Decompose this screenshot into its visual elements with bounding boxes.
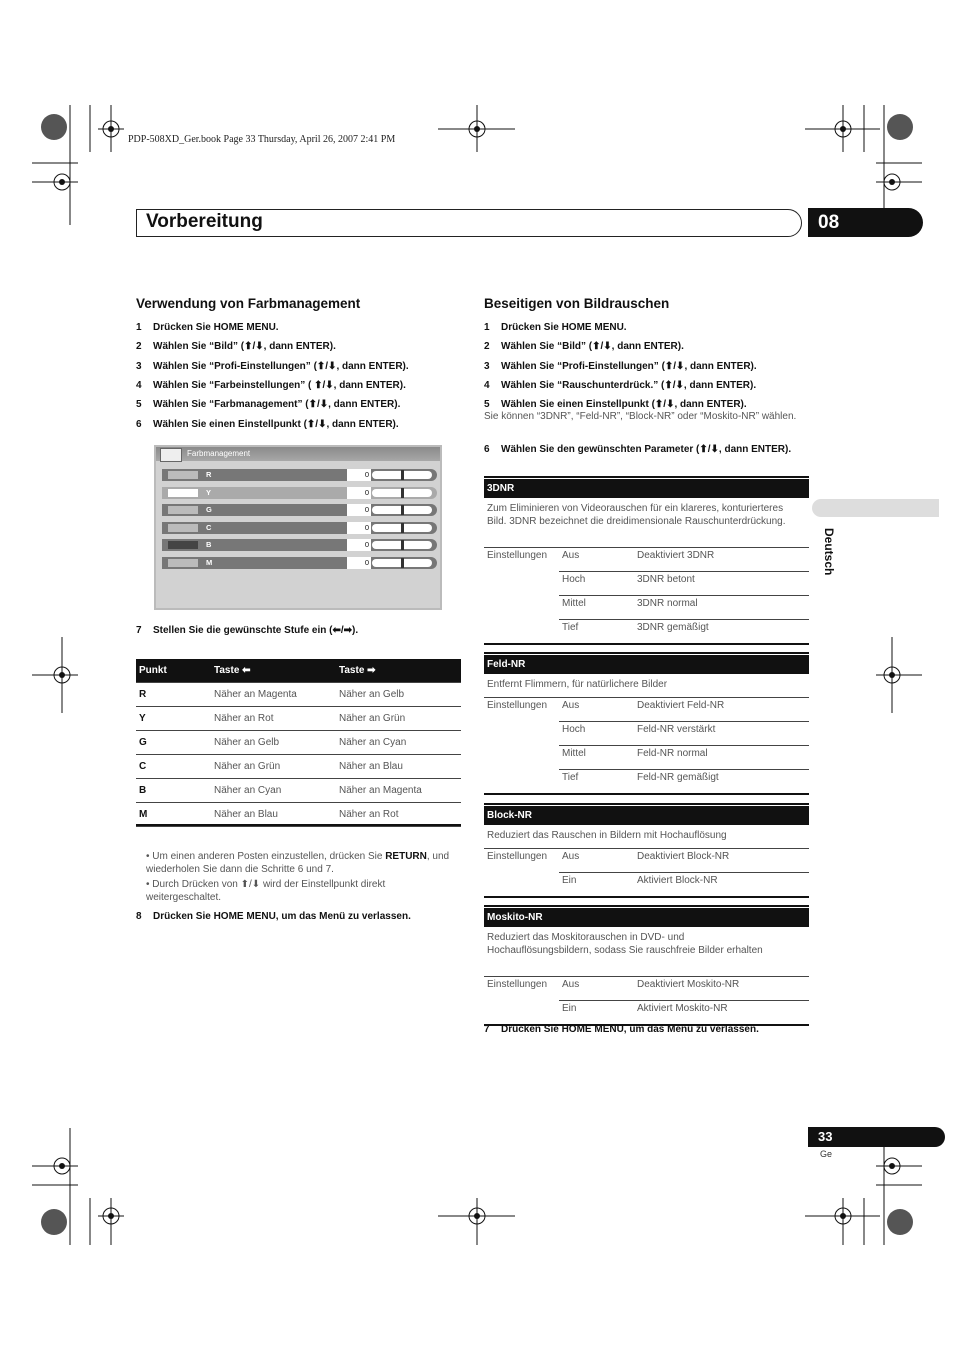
page-language: Ge [820,1149,833,1159]
3dnr-settings-label: Einstellungen [487,550,548,561]
row-left: Näher an Gelb [211,731,336,755]
screen-row-r [162,469,437,481]
screen-row-slider [372,506,432,514]
row-left: Näher an Cyan [211,779,336,803]
screen-row-value: 0 [347,469,371,481]
divider [559,721,809,722]
moskito-nr-description: Reduziert das Moskitorauschen in DVD- und Hochauflösungsbildern, sodass Sie rauschfreie Bilder erhalten [487,932,763,956]
step-number: 6 [136,418,142,430]
right-step-2 [484,341,684,352]
color-swatch [168,471,198,479]
step-number: 1 [484,322,490,333]
feld-nr-description: Entfernt Flimmern, für natürlichere Bilder [487,679,668,690]
right-step-1 [484,322,627,333]
row-point: G [136,731,211,755]
option-name: Aus [562,851,580,862]
step-number: 4 [136,379,142,391]
step-number: 4 [484,379,490,391]
feld-nr-top-rule [484,652,809,654]
table-row [136,683,461,707]
file-header: PDP-508XD_Ger.book Page 33 Thursday, April 26, 2007 2:41 PM [128,134,396,145]
slider-knob [401,523,404,533]
screen-row-slider [372,471,432,479]
divider [559,1000,809,1001]
step-number: 1 [136,322,142,333]
step-text: Wählen Sie “Profi-Einstellungen” (⬆/⬇, dann ENTER). [501,360,757,372]
moskito-nr-settings-label: Einstellungen [487,979,548,990]
row-right: Näher an Grün [336,707,461,731]
option-desc: Aktiviert Moskito-NR [637,1003,728,1014]
divider [559,745,809,746]
language-tab [812,499,939,517]
step-text: Wählen Sie “Bild” (⬆/⬇, dann ENTER). [153,341,336,353]
bullet-arrows: • Durch Drücken von ⬆/⬇ wird der Einstellpunkt direkt weitergeschaltet. [146,879,386,903]
right-step-6: 6 Wählen Sie den gewünschten Parameter (⬆/⬇, dann ENTER). [484,444,792,455]
option-desc: Feld-NR verstärkt [637,724,716,735]
step-number: 2 [484,341,490,353]
color-swatch [168,559,198,567]
bullet-return: • Um einen anderen Posten einzustellen, drücken Sie RETURN, und wiederholen Sie dann die Schritte 6 und 7. [146,851,450,875]
table-row [136,803,461,827]
step-text: Drücken Sie HOME MENU. [501,322,627,333]
page-number: 33 [808,1127,945,1147]
right-step-5 [484,399,747,410]
option-desc: Deaktiviert 3DNR [637,550,715,561]
screen-row-value: 0 [347,539,371,551]
screen-row-slider [372,524,432,532]
color-swatch [168,541,198,549]
left-step-3 [136,361,409,372]
step-text: Wählen Sie “Rauschunterdrück.” (⬆/⬇, dann ENTER). [501,379,757,391]
divider [484,547,809,548]
3dnr-bottom-rule [484,643,809,645]
row-point: B [136,779,211,803]
step-number: 3 [136,360,142,372]
row-point: R [136,683,211,707]
screen-row-value: 0 [347,487,371,499]
divider [559,595,809,596]
left-step-8: 8 Drücken Sie HOME MENU, um das Menü zu verlassen. [136,911,411,922]
screen-row-slider [372,489,432,497]
table-row [136,707,461,731]
option-name: Aus [562,979,580,990]
row-right: Näher an Rot [336,803,461,827]
divider [559,769,809,770]
left-step-5 [136,399,400,410]
option-desc: 3DNR betont [637,574,695,585]
row-left: Näher an Blau [211,803,336,827]
color-swatch [168,506,198,514]
row-point: M [136,803,211,827]
screen-row-slider [372,541,432,549]
block-nr-bottom-rule [484,896,809,898]
col-taste-left: Taste ⬅ [211,659,336,683]
row-right: Näher an Magenta [336,779,461,803]
option-desc: Feld-NR gemäßigt [637,772,719,783]
table-row [136,755,461,779]
step-number: 5 [484,399,490,411]
left-step-2 [136,341,336,352]
divider [484,697,809,698]
step-text: Wählen Sie “Bild” (⬆/⬇, dann ENTER). [501,341,684,353]
screen-row-g [162,504,437,516]
color-table [136,659,461,827]
screen-row-value: 0 [347,504,371,516]
option-name: Ein [562,875,577,886]
table-row [136,779,461,803]
col-taste-right: Taste ➡ [336,659,461,683]
row-right: Näher an Cyan [336,731,461,755]
screen-row-value: 0 [347,557,371,569]
language-label: Deutsch [822,528,836,576]
right-step-7: 7 Drücken Sie HOME MENU, um das Menü zu verlassen. [484,1024,759,1035]
row-right: Näher an Blau [336,755,461,779]
screen-row-value: 0 [347,522,371,534]
right-step-3 [484,361,757,372]
slider-knob [401,505,404,515]
row-left: Näher an Rot [211,707,336,731]
option-name: Tief [562,772,579,783]
screen-title: Farbmanagement [187,449,251,458]
step-number: 2 [136,341,142,353]
screen-row-m [162,557,437,569]
screen-row-label: R [206,470,212,479]
3dnr-description: Zum Eliminieren von Videorauschen für ein klareres, konturierteres Bild. 3DNR bezeichnet die dreidimensionale Rauschunterdrückung. [487,503,786,527]
option-name: Hoch [562,574,586,585]
left-step-1 [136,322,279,333]
screen-row-label: C [206,522,212,532]
option-desc: 3DNR normal [637,598,698,609]
left-step-6 [136,419,399,430]
slider-knob [401,488,404,498]
screen-row-c [162,522,437,534]
row-point: Y [136,707,211,731]
option-desc: Feld-NR normal [637,748,708,759]
step-text: Wählen Sie “Farbmanagement” (⬆/⬇, dann ENTER). [153,399,401,411]
screen-row-y [162,487,437,499]
left-step-4 [136,380,406,391]
3dnr-top-rule [484,476,809,478]
table-bottom-rule [136,824,461,826]
screen-row-b [162,539,437,551]
moskito-nr-top-rule [484,905,809,907]
option-desc: Aktiviert Block-NR [637,875,718,886]
slider-knob [401,558,404,568]
block-nr-description: Reduziert das Rauschen in Bildern mit Hochauflösung [487,830,727,841]
color-swatch [168,489,198,497]
slider-knob [401,540,404,550]
table-row [136,731,461,755]
slider-knob [401,470,404,480]
option-name: Aus [562,550,580,561]
option-desc: Deaktiviert Feld-NR [637,700,725,711]
screen-row-label: B [206,540,212,550]
step-text: Wählen Sie einen Einstellpunkt (⬆/⬇, dann ENTER). [153,418,399,430]
option-desc: Deaktiviert Block-NR [637,851,730,862]
chapter-badge: 08 [808,208,923,237]
feld-nr-bottom-rule [484,793,809,795]
step-number: 3 [484,360,490,372]
right-step-4 [484,380,756,391]
row-left: Näher an Grün [211,755,336,779]
step-text: Wählen Sie “Profi-Einstellungen” (⬆/⬇, dann ENTER). [153,360,409,372]
left-heading: Verwendung von Farbmanagement [136,296,361,311]
screen-row-slider [372,559,432,567]
row-left: Näher an Magenta [211,683,336,707]
divider [484,976,809,977]
step-text: Wählen Sie “Farbeinstellungen” ( ⬆/⬇, dann ENTER). [153,379,406,391]
left-step-7: 7 Stellen Sie die gewünschte Stufe ein (⬅/➡). [136,625,359,636]
3dnr-header: 3DNR [484,479,809,498]
option-name: Tief [562,622,579,633]
block-nr-header: Block-NR [484,806,809,825]
step-number: 5 [136,399,142,411]
moskito-nr-header: Moskito-NR [484,908,809,927]
divider [559,619,809,620]
screen-row-label: G [206,505,212,515]
screen-row-label: Y [206,487,212,497]
feld-nr-header: Feld-NR [484,655,809,674]
option-desc: Deaktiviert Moskito-NR [637,979,740,990]
row-right: Näher an Gelb [336,683,461,707]
tv-menu-icon [160,448,182,462]
option-name: Mittel [562,598,586,609]
step5-note: Sie können “3DNR”, “Feld-NR”, “Block-NR” oder “Moskito-NR” wählen. [484,411,797,422]
block-nr-settings-label: Einstellungen [487,851,548,862]
col-punkt: Punkt [136,659,211,683]
feld-nr-settings-label: Einstellungen [487,700,548,711]
page-title: Vorbereitung [146,211,263,232]
block-nr-top-rule [484,803,809,805]
option-name: Ein [562,1003,577,1014]
option-name: Aus [562,700,580,711]
step-text: Wählen Sie einen Einstellpunkt (⬆/⬇, dann ENTER). [501,399,747,411]
row-point: C [136,755,211,779]
divider [484,848,809,849]
screen-row-label: M [206,558,213,567]
option-name: Mittel [562,748,586,759]
right-heading: Beseitigen von Bildrauschen [484,296,670,311]
divider [559,872,809,873]
option-desc: 3DNR gemäßigt [637,622,709,633]
divider [559,571,809,572]
step-text: Drücken Sie HOME MENU. [153,322,279,333]
option-name: Hoch [562,724,586,735]
color-swatch [168,524,198,532]
